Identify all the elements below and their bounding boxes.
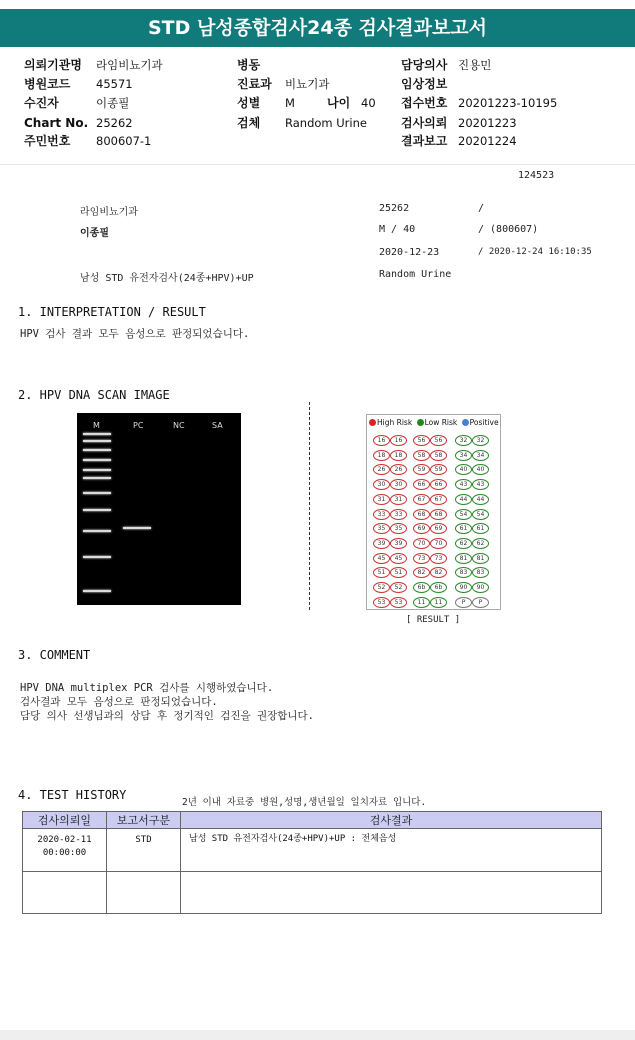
- summary-chart: 25262: [379, 203, 410, 214]
- header-clinical-info: [401, 77, 458, 92]
- history-header-date: 검사의뢰일: [23, 812, 107, 829]
- scan-cell: 32: [455, 435, 472, 446]
- header-doctor: [401, 58, 491, 73]
- report-header: [0, 47, 635, 165]
- scan-cell: 51: [390, 567, 407, 578]
- hpv-scan-chip: [366, 414, 501, 610]
- comment-line: HPV DNA multiplex PCR 검사를 시행하였습니다.: [20, 682, 274, 694]
- header-label: 임상정보: [401, 77, 448, 91]
- legend-positive: Positive: [469, 418, 499, 427]
- summary-hospital: 라임비뇨기과: [80, 207, 138, 218]
- low-risk-dot-icon: [417, 419, 424, 426]
- history-date: 2020-02-11: [37, 835, 92, 845]
- header-label: 진료과: [237, 77, 272, 91]
- interpretation-text: HPV 검사 결과 모두 음성으로 판정되었습니다.: [20, 328, 250, 340]
- scan-cell: 44: [455, 494, 472, 505]
- summary-report-datetime: / 2020-12-24 16:10:35: [478, 247, 592, 257]
- scan-cell: 39: [390, 538, 407, 549]
- image-divider: [309, 402, 310, 610]
- marker-band: [83, 590, 111, 592]
- scan-cell: 31: [390, 494, 407, 505]
- history-header-row: [23, 812, 602, 829]
- marker-band: [83, 449, 111, 451]
- marker-band: [83, 492, 111, 494]
- scan-cell: 73: [430, 553, 447, 564]
- history-header-result: 검사결과: [181, 812, 602, 829]
- header-label: 병동: [237, 58, 261, 72]
- scan-cell: 18: [373, 450, 390, 461]
- history-type: [107, 872, 181, 914]
- scan-cell: 82: [430, 567, 447, 578]
- summary-name: 이종필: [80, 228, 109, 239]
- scan-cell: 45: [390, 553, 407, 564]
- scan-cell: 58: [430, 450, 447, 461]
- scan-cell: 33: [390, 509, 407, 520]
- scan-cell: 73: [413, 553, 430, 564]
- scan-cell: 30: [390, 479, 407, 490]
- header-label: 성별: [237, 96, 261, 110]
- header-value: 25262: [96, 116, 133, 130]
- scan-cell: 30: [373, 479, 390, 490]
- comment-line: 검사결과 모두 음성으로 판정되었습니다.: [20, 696, 218, 708]
- header-sex-age: [237, 96, 376, 111]
- header-report-date: [401, 134, 517, 149]
- high-risk-dot-icon: [369, 419, 376, 426]
- marker-band: [83, 556, 111, 558]
- scan-cell: P: [472, 597, 489, 608]
- header-value: M: [285, 96, 295, 110]
- section-comment-title: 3. COMMENT: [18, 648, 91, 662]
- summary-sex-age: M / 40: [379, 224, 416, 235]
- summary-slash: /: [478, 203, 485, 214]
- scan-cell: 6b: [413, 582, 430, 593]
- header-specimen: [237, 116, 367, 131]
- section-interpretation-title: 1. INTERPRETATION / RESULT: [18, 305, 206, 319]
- scan-legend: [369, 418, 499, 427]
- header-value: 40: [361, 96, 376, 110]
- header-value: 비뇨기과: [285, 77, 330, 91]
- scan-cell: 90: [455, 582, 472, 593]
- scan-cell: 11: [413, 597, 430, 608]
- positive-control-band: [123, 527, 151, 529]
- scan-cell: 83: [472, 567, 489, 578]
- scan-cell: 52: [373, 582, 390, 593]
- scan-cell: 35: [373, 523, 390, 534]
- marker-band: [83, 509, 111, 511]
- summary-request-date: 2020-12-23: [379, 247, 440, 258]
- header-receipt-no: [401, 96, 557, 111]
- scan-cell: 67: [413, 494, 430, 505]
- scan-cell: 51: [373, 567, 390, 578]
- scan-cell: 62: [455, 538, 472, 549]
- marker-band: [83, 530, 111, 532]
- scan-cell: 56: [430, 435, 447, 446]
- scan-cell: 68: [413, 509, 430, 520]
- page-footer-bar: [0, 1030, 635, 1040]
- gel-lane-label: SA: [212, 421, 223, 430]
- header-hospital-code: [24, 77, 133, 92]
- header-resident-no: [24, 134, 151, 149]
- scan-cell: 59: [430, 464, 447, 475]
- header-label: 의뢰기관명: [24, 58, 82, 72]
- scan-cell: 53: [373, 597, 390, 608]
- header-label: 검체: [237, 116, 261, 130]
- header-label: 수진자: [24, 96, 59, 110]
- header-label: Chart No.: [24, 116, 89, 130]
- scan-cell: 66: [413, 479, 430, 490]
- scan-cell: 39: [373, 538, 390, 549]
- scan-cell: 33: [373, 509, 390, 520]
- scan-cell: 61: [455, 523, 472, 534]
- header-patient: [24, 96, 129, 111]
- gel-lane-label: PC: [133, 421, 144, 430]
- header-value: 20201224: [458, 134, 517, 148]
- scan-cell: 90: [472, 582, 489, 593]
- summary-test-name: 남성 STD 유전자검사(24종+HPV)+UP: [80, 273, 254, 284]
- table-row: [23, 872, 602, 914]
- scan-cell: 16: [373, 435, 390, 446]
- scan-cell: 70: [413, 538, 430, 549]
- gel-lane-label: M: [93, 421, 100, 430]
- scan-cell: 32: [472, 435, 489, 446]
- summary-code: 124523: [518, 170, 555, 181]
- header-label: 접수번호: [401, 96, 448, 110]
- header-value: 800607-1: [96, 134, 152, 148]
- header-chart-no: [24, 116, 133, 131]
- summary-specimen: Random Urine: [379, 269, 452, 280]
- header-label: 검사의뢰: [401, 116, 448, 130]
- scan-cell: 52: [390, 582, 407, 593]
- scan-cell: 66: [430, 479, 447, 490]
- header-label: 결과보고: [401, 134, 448, 148]
- positive-dot-icon: [462, 419, 469, 426]
- scan-cell: 34: [455, 450, 472, 461]
- history-date-cell: [23, 829, 107, 872]
- scan-cell: 67: [430, 494, 447, 505]
- scan-cell: 26: [390, 464, 407, 475]
- scan-cell: 82: [413, 567, 430, 578]
- scan-cell: 62: [472, 538, 489, 549]
- scan-cell: 61: [472, 523, 489, 534]
- gel-lane-label: NC: [173, 421, 185, 430]
- marker-band: [83, 469, 111, 471]
- scan-cell: 70: [430, 538, 447, 549]
- header-label: 담당의사: [401, 58, 448, 72]
- header-value: 라임비뇨기과: [96, 58, 163, 72]
- marker-band: [83, 433, 111, 435]
- scan-cell: 26: [373, 464, 390, 475]
- scan-cell: 43: [472, 479, 489, 490]
- header-value: 20201223: [458, 116, 517, 130]
- scan-cell: 45: [373, 553, 390, 564]
- header-request-date: [401, 116, 517, 131]
- summary-birth: / (800607): [478, 224, 539, 235]
- marker-band: [83, 477, 111, 479]
- scan-cell: 31: [373, 494, 390, 505]
- header-value: Random Urine: [285, 116, 367, 130]
- scan-cell: 11: [430, 597, 447, 608]
- scan-cell: 69: [430, 523, 447, 534]
- scan-cell: 54: [472, 509, 489, 520]
- scan-result-label: [ RESULT ]: [406, 615, 461, 625]
- scan-cell: 35: [390, 523, 407, 534]
- scan-cell: 34: [472, 450, 489, 461]
- header-value: 이종필: [96, 96, 130, 110]
- scan-cell: 68: [430, 509, 447, 520]
- comment-line: 담당 의사 선생님과의 상담 후 정기적인 검진을 권장합니다.: [20, 710, 315, 722]
- header-hospital: [24, 58, 163, 73]
- scan-cell: 81: [472, 553, 489, 564]
- scan-cell: 81: [455, 553, 472, 564]
- gel-electrophoresis-image: [77, 413, 241, 605]
- history-time: 00:00:00: [42, 848, 87, 858]
- scan-cell: 18: [390, 450, 407, 461]
- header-label: 주민번호: [24, 134, 71, 148]
- section-scan-image-title: 2. HPV DNA SCAN IMAGE: [18, 388, 170, 402]
- report-title: STD 남성종합검사24종 검사결과보고서: [0, 9, 635, 47]
- scan-cell: 40: [455, 464, 472, 475]
- section-history-title: 4. TEST HISTORY: [18, 788, 127, 802]
- legend-high-risk: High Risk: [377, 418, 413, 427]
- scan-cell: 83: [455, 567, 472, 578]
- history-table: [22, 811, 602, 914]
- header-value: 20201223-10195: [458, 96, 558, 110]
- table-row: [23, 829, 602, 872]
- header-ward: [237, 58, 285, 73]
- scan-cell: 58: [413, 450, 430, 461]
- header-label: 병원코드: [24, 77, 71, 91]
- scan-cell: 54: [455, 509, 472, 520]
- history-result: 남성 STD 유전자검사(24종+HPV)+UP : 전체음성: [181, 829, 602, 872]
- history-type: STD: [107, 829, 181, 872]
- marker-band: [83, 440, 111, 442]
- scan-cell: 43: [455, 479, 472, 490]
- scan-cell: 53: [390, 597, 407, 608]
- scan-cell: 16: [390, 435, 407, 446]
- scan-cell: 44: [472, 494, 489, 505]
- scan-cell: 56: [413, 435, 430, 446]
- legend-low-risk: Low Risk: [424, 418, 458, 427]
- header-value: 진용민: [458, 58, 492, 72]
- scan-cell: P: [455, 597, 472, 608]
- header-value: 45571: [96, 77, 133, 91]
- marker-band: [83, 459, 111, 461]
- scan-cell: 59: [413, 464, 430, 475]
- scan-cell: 6b: [430, 582, 447, 593]
- scan-cell: 40: [472, 464, 489, 475]
- history-note: 2년 이내 자료중 병원,성명,생년월일 일치자료 입니다.: [182, 797, 427, 808]
- header-dept: [237, 77, 329, 92]
- scan-cell: 69: [413, 523, 430, 534]
- history-header-type: 보고서구분: [107, 812, 181, 829]
- history-date: [23, 872, 107, 914]
- history-result: [181, 872, 602, 914]
- header-label: 나이: [327, 96, 351, 110]
